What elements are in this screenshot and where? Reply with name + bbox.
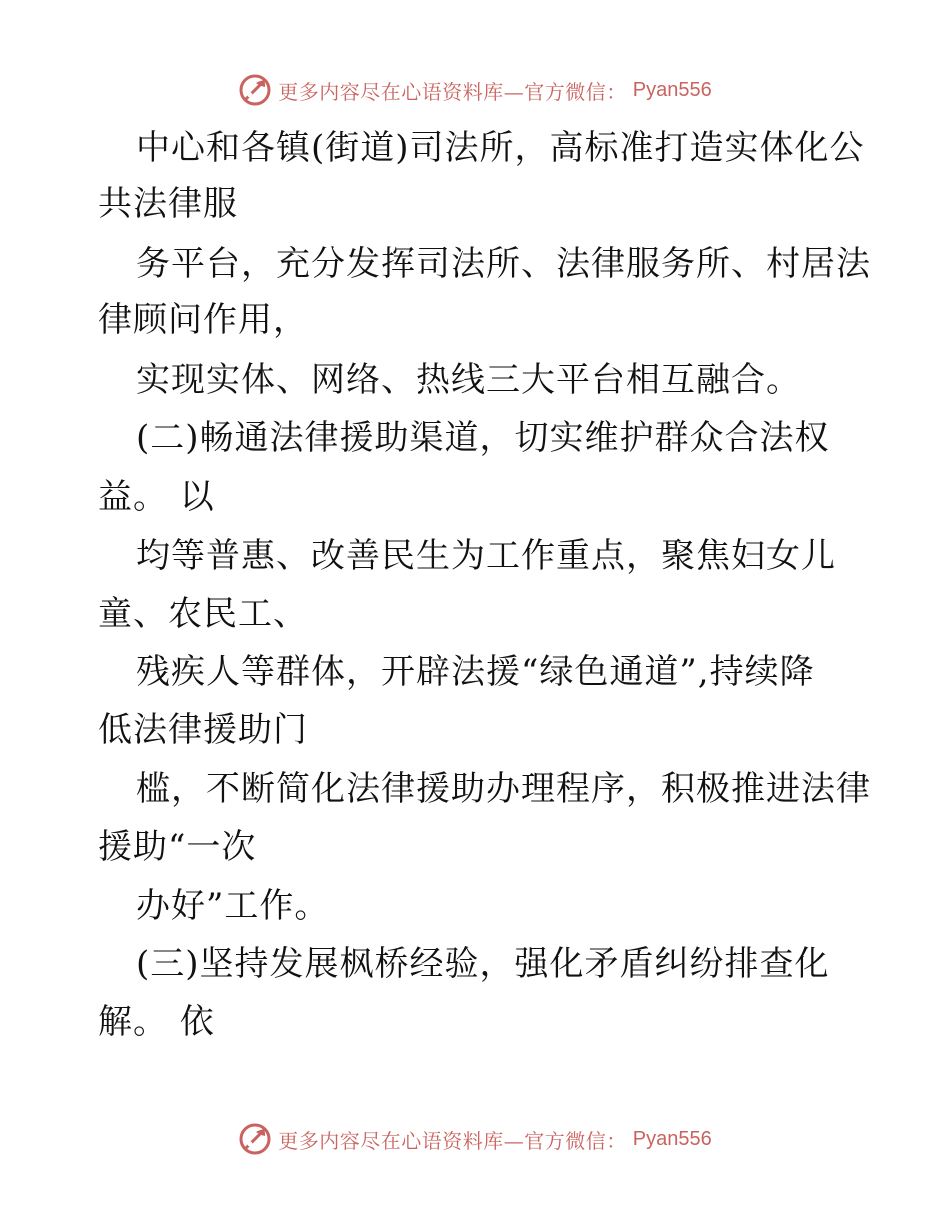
watermark-wechat-id: Pyan556 — [632, 1127, 712, 1150]
footer-watermark — [0, 1119, 950, 1159]
watermark-text: 更多内容尽在心语资料库—官方微信： — [278, 1128, 627, 1153]
text-line: 童、农民工、 — [98, 594, 308, 634]
watermark-wechat-id: Pyan556 — [632, 78, 712, 101]
text-line: 解。 依 — [98, 1002, 215, 1042]
text-line: 均等普惠、改善民生为工作重点，聚焦妇女儿 — [136, 536, 836, 576]
text-line: 务平台，充分发挥司法所、法律服务所、村居法 — [136, 244, 871, 284]
text-line: 律顾问作用， — [98, 300, 308, 340]
header-watermark — [0, 70, 950, 110]
text-line: 残疾人等群体，开辟法援“绿色通道”,持续降 — [136, 652, 815, 692]
text-line: (三)坚持发展枫桥经验，强化矛盾纠纷排查化 — [136, 944, 830, 984]
text-line: 益。 以 — [98, 477, 215, 517]
quill-logo-icon — [238, 1122, 272, 1156]
text-line: 共法律服 — [98, 184, 238, 224]
text-line: 槛，不断简化法律援助办理程序，积极推进法律 — [136, 769, 871, 809]
text-line: 援助“一次 — [98, 827, 257, 867]
quill-logo-icon — [238, 73, 272, 107]
watermark-text: 更多内容尽在心语资料库—官方微信： — [278, 79, 627, 104]
text-line: 低法律援助门 — [98, 710, 308, 750]
text-line: (二)畅通法律援助渠道，切实维护群众合法权 — [136, 418, 830, 458]
text-line: 办好”工作。 — [136, 886, 330, 926]
text-line: 中心和各镇(街道)司法所，高标准打造实体化公 — [136, 128, 865, 168]
text-line: 实现实体、网络、热线三大平台相互融合。 — [136, 360, 801, 400]
